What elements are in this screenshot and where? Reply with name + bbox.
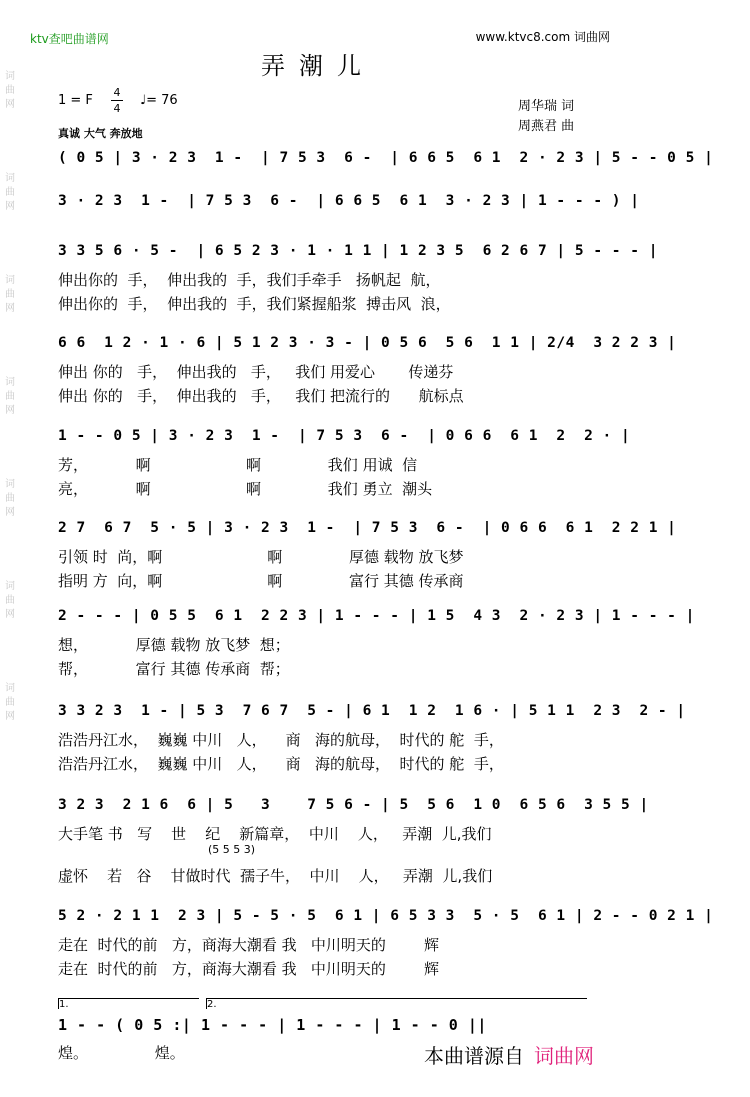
side-watermark-char: 网 <box>5 99 15 110</box>
side-watermark-char: 网 <box>5 201 15 212</box>
side-watermark-char: 网 <box>5 303 15 314</box>
notation-line: 2 - - - | 0 5 5 6 1 2 2 3 | 1 - - - | 1 5 4 3 2 · 2 3 | 1 - - - | <box>58 608 695 624</box>
source-brand[interactable]: 词曲网 <box>534 1044 594 1068</box>
side-watermark-char: 曲 <box>5 595 15 606</box>
side-watermark-char: 词 <box>5 683 15 694</box>
side-watermark-char: 曲 <box>5 391 15 402</box>
ossia-notes: (5 5 5 3) <box>208 843 256 856</box>
time-signature-line <box>111 100 123 101</box>
notation-line: 6 6 1 2 · 1 · 6 | 5 1 2 3 · 3 - | 0 5 6 5 6 1 1 | 2/4 3 2 2 3 | <box>58 335 677 351</box>
notation-line: ( 0 5 | 3 · 2 3 1 - | 7 5 3 6 - | 6 6 5 6 1 2 · 2 3 | 5 - - 0 5 | <box>58 150 714 166</box>
volta-second-ending: 2. <box>206 998 587 1009</box>
lyric-line: 走在 时代的前 方，商海大潮看 我 中川明天的 辉 <box>58 936 440 954</box>
side-watermark-char: 曲 <box>5 493 15 504</box>
lyric-line: 指明 方 向，啊 啊 富行 其德 传承商 <box>58 572 464 590</box>
lyric-line: 浩浩丹江水， 巍巍 中川 人， 商 海的航母， 时代的 舵 手， <box>58 731 504 749</box>
lyric-line: 浩浩丹江水， 巍巍 中川 人， 商 海的航母， 时代的 舵 手， <box>58 755 504 773</box>
notation-line: 1 - - 0 5 | 3 · 2 3 1 - | 7 5 3 6 - | 0 6 6 6 1 2 2 · | <box>58 428 631 444</box>
song-title: 弄潮儿 <box>261 52 375 80</box>
side-watermark <box>3 70 17 784</box>
lyric-line: 亮， 啊 啊 我们 勇立 潮头 <box>58 480 433 498</box>
lyric-line: 引领 时 尚，啊 啊 厚德 载物 放飞梦 <box>58 548 464 566</box>
lyric-line: 煌。 煌。 <box>58 1044 185 1062</box>
lyric-line: 想， 厚德 载物 放飞梦 想； <box>58 636 290 654</box>
notation-line: 3 · 2 3 1 - | 7 5 3 6 - | 6 6 5 6 1 3 · 2 3 | 1 - - - ) | <box>58 193 640 209</box>
volta-first-ending: 1. <box>58 998 199 1009</box>
side-watermark-char: 曲 <box>5 187 15 198</box>
notation-line: 2 7 6 7 5 · 5 | 3 · 2 3 1 - | 7 5 3 6 - | 0 6 6 6 1 2 2 1 | <box>58 520 677 536</box>
site-url-right[interactable]: www.ktvc8.com 词曲网 <box>475 30 610 44</box>
notation-line: 5 2 · 2 1 1 2 3 | 5 - 5 · 5 6 1 | 6 5 3 3 5 · 5 6 1 | 2 - - 0 2 1 | <box>58 908 714 924</box>
side-watermark-char: 网 <box>5 711 15 722</box>
time-signature-bottom: 4 <box>113 102 121 115</box>
side-watermark-char: 曲 <box>5 697 15 708</box>
lyric-line: 帮， 富行 其德 传承商 帮； <box>58 660 290 678</box>
side-watermark-char: 词 <box>5 377 15 388</box>
notation-line: 3 3 2 3 1 - | 5 3 7 6 7 5 - | 6 1 1 2 1 6 · | 5 1 1 2 3 2 - | <box>58 703 686 719</box>
side-watermark-char: 词 <box>5 581 15 592</box>
source-footer <box>424 1040 594 1069</box>
lyric-line: 大手笔 书 写 世 纪 新篇章， 中川 人， 弄潮 儿,我们 <box>58 825 492 843</box>
tempo-marking: ♩= 76 <box>140 93 178 108</box>
side-watermark-char: 词 <box>5 479 15 490</box>
lyricist-credit: 周华瑞 词 <box>518 99 575 114</box>
lyric-line: 伸出你的 手， 伸出我的 手，我们手牵手 扬帆起 航， <box>58 271 441 289</box>
site-logo-left[interactable]: ktv查吧曲谱网 <box>30 32 109 46</box>
lyric-line: 虚怀 若 谷 甘做时代 孺子牛， 中川 人， 弄潮 儿,我们 <box>58 867 493 885</box>
side-watermark-char: 曲 <box>5 85 15 96</box>
side-watermark-char: 词 <box>5 71 15 82</box>
lyric-line: 走在 时代的前 方，商海大潮看 我 中川明天的 辉 <box>58 960 440 978</box>
composer-credit: 周燕君 曲 <box>518 119 575 134</box>
expression-marking: 真诚 大气 奔放地 <box>58 127 143 140</box>
side-watermark-char: 曲 <box>5 289 15 300</box>
lyric-line: 伸出 你的 手， 伸出我的 手， 我们 把流行的 航标点 <box>58 387 464 405</box>
side-watermark-char: 词 <box>5 173 15 184</box>
lyric-line: 伸出你的 手， 伸出我的 手，我们紧握船浆 搏击风 浪， <box>58 295 451 313</box>
key-signature: 1 = F <box>58 93 93 108</box>
source-label: 本曲谱源自 <box>424 1044 524 1068</box>
lyric-line: 芳， 啊 啊 我们 用诚 信 <box>58 456 418 474</box>
time-signature-top: 4 <box>113 86 121 99</box>
lyric-line: 伸出 你的 手， 伸出我的 手， 我们 用爱心 传递芬 <box>58 363 454 381</box>
side-watermark-char: 词 <box>5 275 15 286</box>
side-watermark-char: 网 <box>5 609 15 620</box>
side-watermark-char: 网 <box>5 405 15 416</box>
notation-line: 3 3 5 6 · 5 - | 6 5 2 3 · 1 · 1 1 | 1 2 3 5 6 2 6 7 | 5 - - - | <box>58 243 658 259</box>
notation-line: 3 2 3 2 1 6 6 | 5 3 7 5 6 - | 5 5 6 1 0 6 5 6 3 5 5 | <box>58 797 649 813</box>
side-watermark-char: 网 <box>5 507 15 518</box>
notation-line: 1 - - ( 0 5 :| 1 - - - | 1 - - - | 1 - - 0 || <box>58 1016 487 1034</box>
